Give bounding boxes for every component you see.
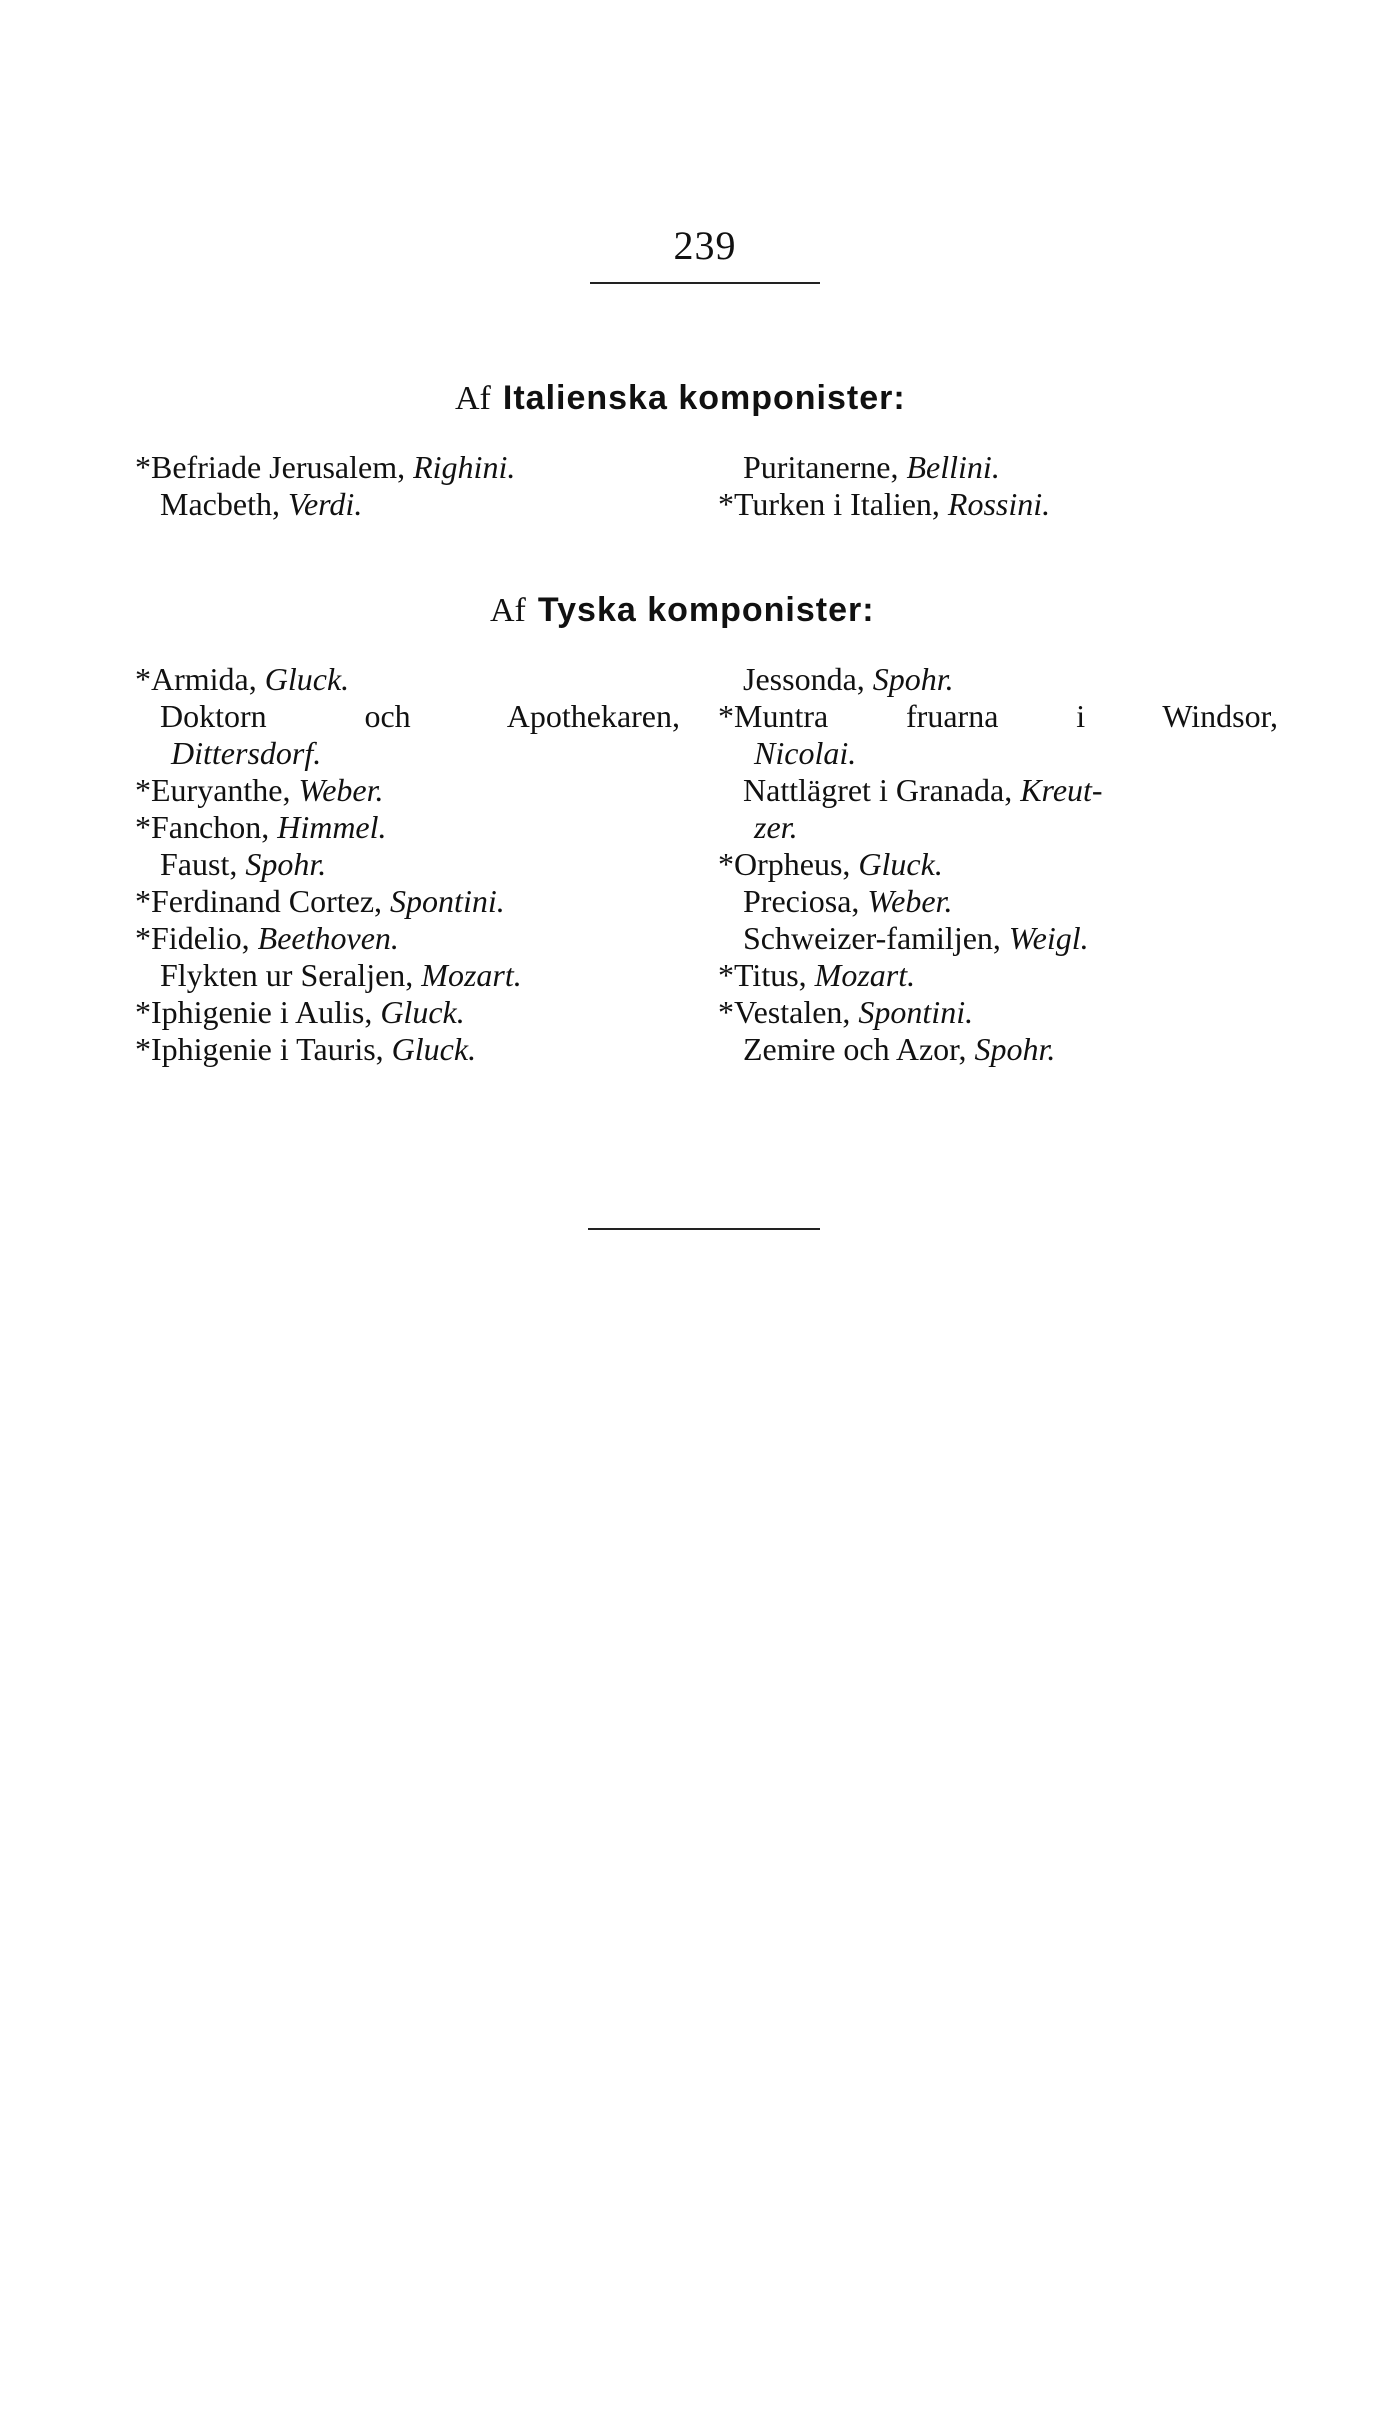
opera-title: *Ferdinand Cortez,: [135, 883, 383, 919]
opera-title: *Euryanthe,: [135, 772, 291, 808]
opera-title: *Muntra fruarna i Windsor,: [718, 698, 1278, 734]
opera-title: Nattlägret i Granada,: [743, 772, 1013, 808]
page-number-rule: [590, 282, 820, 284]
opera-entry: [718, 486, 1050, 523]
opera-title: *Iphigenie i Aulis,: [135, 994, 373, 1030]
opera-entry: [135, 772, 680, 809]
opera-entry: [718, 920, 1278, 957]
section-heading-italian: [455, 378, 906, 419]
composer-name: Gluck.: [264, 661, 350, 697]
composer-name: Himmel.: [277, 809, 387, 845]
section-end-rule: [588, 1228, 820, 1230]
opera-title: *Befriade Jerusalem,: [135, 449, 406, 485]
opera-title: Faust,: [160, 846, 238, 882]
german-left-column: [135, 661, 680, 1068]
opera-entry: [135, 883, 680, 920]
composer-name: Rossini.: [947, 486, 1051, 522]
composer-name: Weigl.: [1008, 920, 1089, 956]
opera-title: Zemire och Azor,: [743, 1031, 967, 1067]
opera-title: *Turken i Italien,: [718, 486, 940, 522]
opera-title: Schweizer-familjen,: [743, 920, 1001, 956]
composer-name: Spontini.: [858, 994, 974, 1030]
opera-entry: [135, 449, 515, 486]
opera-entry: [135, 994, 680, 1031]
composer-name: Spohr.: [245, 846, 327, 882]
opera-title: Flykten ur Seraljen,: [160, 957, 414, 993]
composer-name: Dittersdorf.: [171, 735, 322, 771]
composer-name: Bellini.: [906, 449, 1000, 485]
section-heading-german: [490, 590, 875, 631]
page-number: 239: [673, 223, 737, 268]
opera-entry: [135, 846, 680, 883]
opera-title: *Orpheus,: [718, 846, 851, 882]
italian-right-column: [718, 449, 1050, 523]
composer-name: Kreut-: [1020, 772, 1103, 808]
opera-entry: [718, 883, 1278, 920]
german-right-column: [718, 661, 1278, 1068]
heading-word: Italienska komponister:: [502, 379, 906, 417]
opera-entry-continuation: [718, 735, 1278, 772]
composer-name: Beethoven.: [257, 920, 399, 956]
opera-title: *Iphigenie i Tauris,: [135, 1031, 384, 1067]
composer-name: Mozart.: [421, 957, 522, 993]
opera-title: Puritanerne,: [743, 449, 899, 485]
heading-prefix: Af: [455, 380, 491, 417]
opera-title: *Titus,: [718, 957, 807, 993]
composer-name: Gluck.: [380, 994, 465, 1030]
opera-entry: [718, 661, 1278, 698]
opera-title: *Fidelio,: [135, 920, 250, 956]
composer-name: zer.: [754, 809, 798, 845]
opera-entry: [135, 486, 515, 523]
composer-name: Nicolai.: [754, 735, 857, 771]
composer-name: Righini.: [413, 449, 516, 485]
opera-entry: [718, 698, 1278, 735]
opera-entry: [135, 920, 680, 957]
opera-entry: [135, 957, 680, 994]
opera-title: Doktorn och Apothekaren,: [160, 698, 680, 734]
opera-entry: [135, 1031, 680, 1068]
opera-title: *Fanchon,: [135, 809, 270, 845]
opera-entry: [718, 772, 1278, 809]
composer-name: Spohr.: [974, 1031, 1056, 1067]
composer-name: Spohr.: [872, 661, 954, 697]
opera-entry: [718, 994, 1278, 1031]
heading-word: Tyska komponister:: [537, 591, 875, 629]
opera-entry: [135, 698, 680, 735]
italian-left-column: [135, 449, 515, 523]
opera-entry: [718, 957, 1278, 994]
heading-prefix: Af: [490, 592, 526, 629]
composer-name: Weber.: [298, 772, 384, 808]
opera-entry: [718, 846, 1278, 883]
opera-entry: [135, 661, 680, 698]
opera-entry: [718, 1031, 1278, 1068]
opera-entry-continuation: [718, 809, 1278, 846]
opera-title: *Armida,: [135, 661, 257, 697]
opera-title: Preciosa,: [743, 883, 860, 919]
composer-name: Mozart.: [814, 957, 916, 993]
opera-entry-continuation: [135, 735, 680, 772]
composer-name: Verdi.: [287, 486, 363, 522]
composer-name: Weber.: [867, 883, 953, 919]
composer-name: Gluck.: [391, 1031, 477, 1067]
opera-title: Macbeth,: [160, 486, 280, 522]
composer-name: Gluck.: [858, 846, 943, 882]
opera-title: *Vestalen,: [718, 994, 851, 1030]
composer-name: Spontini.: [390, 883, 505, 919]
opera-entry: [135, 809, 680, 846]
opera-title: Jessonda,: [743, 661, 865, 697]
opera-entry: [718, 449, 1050, 486]
